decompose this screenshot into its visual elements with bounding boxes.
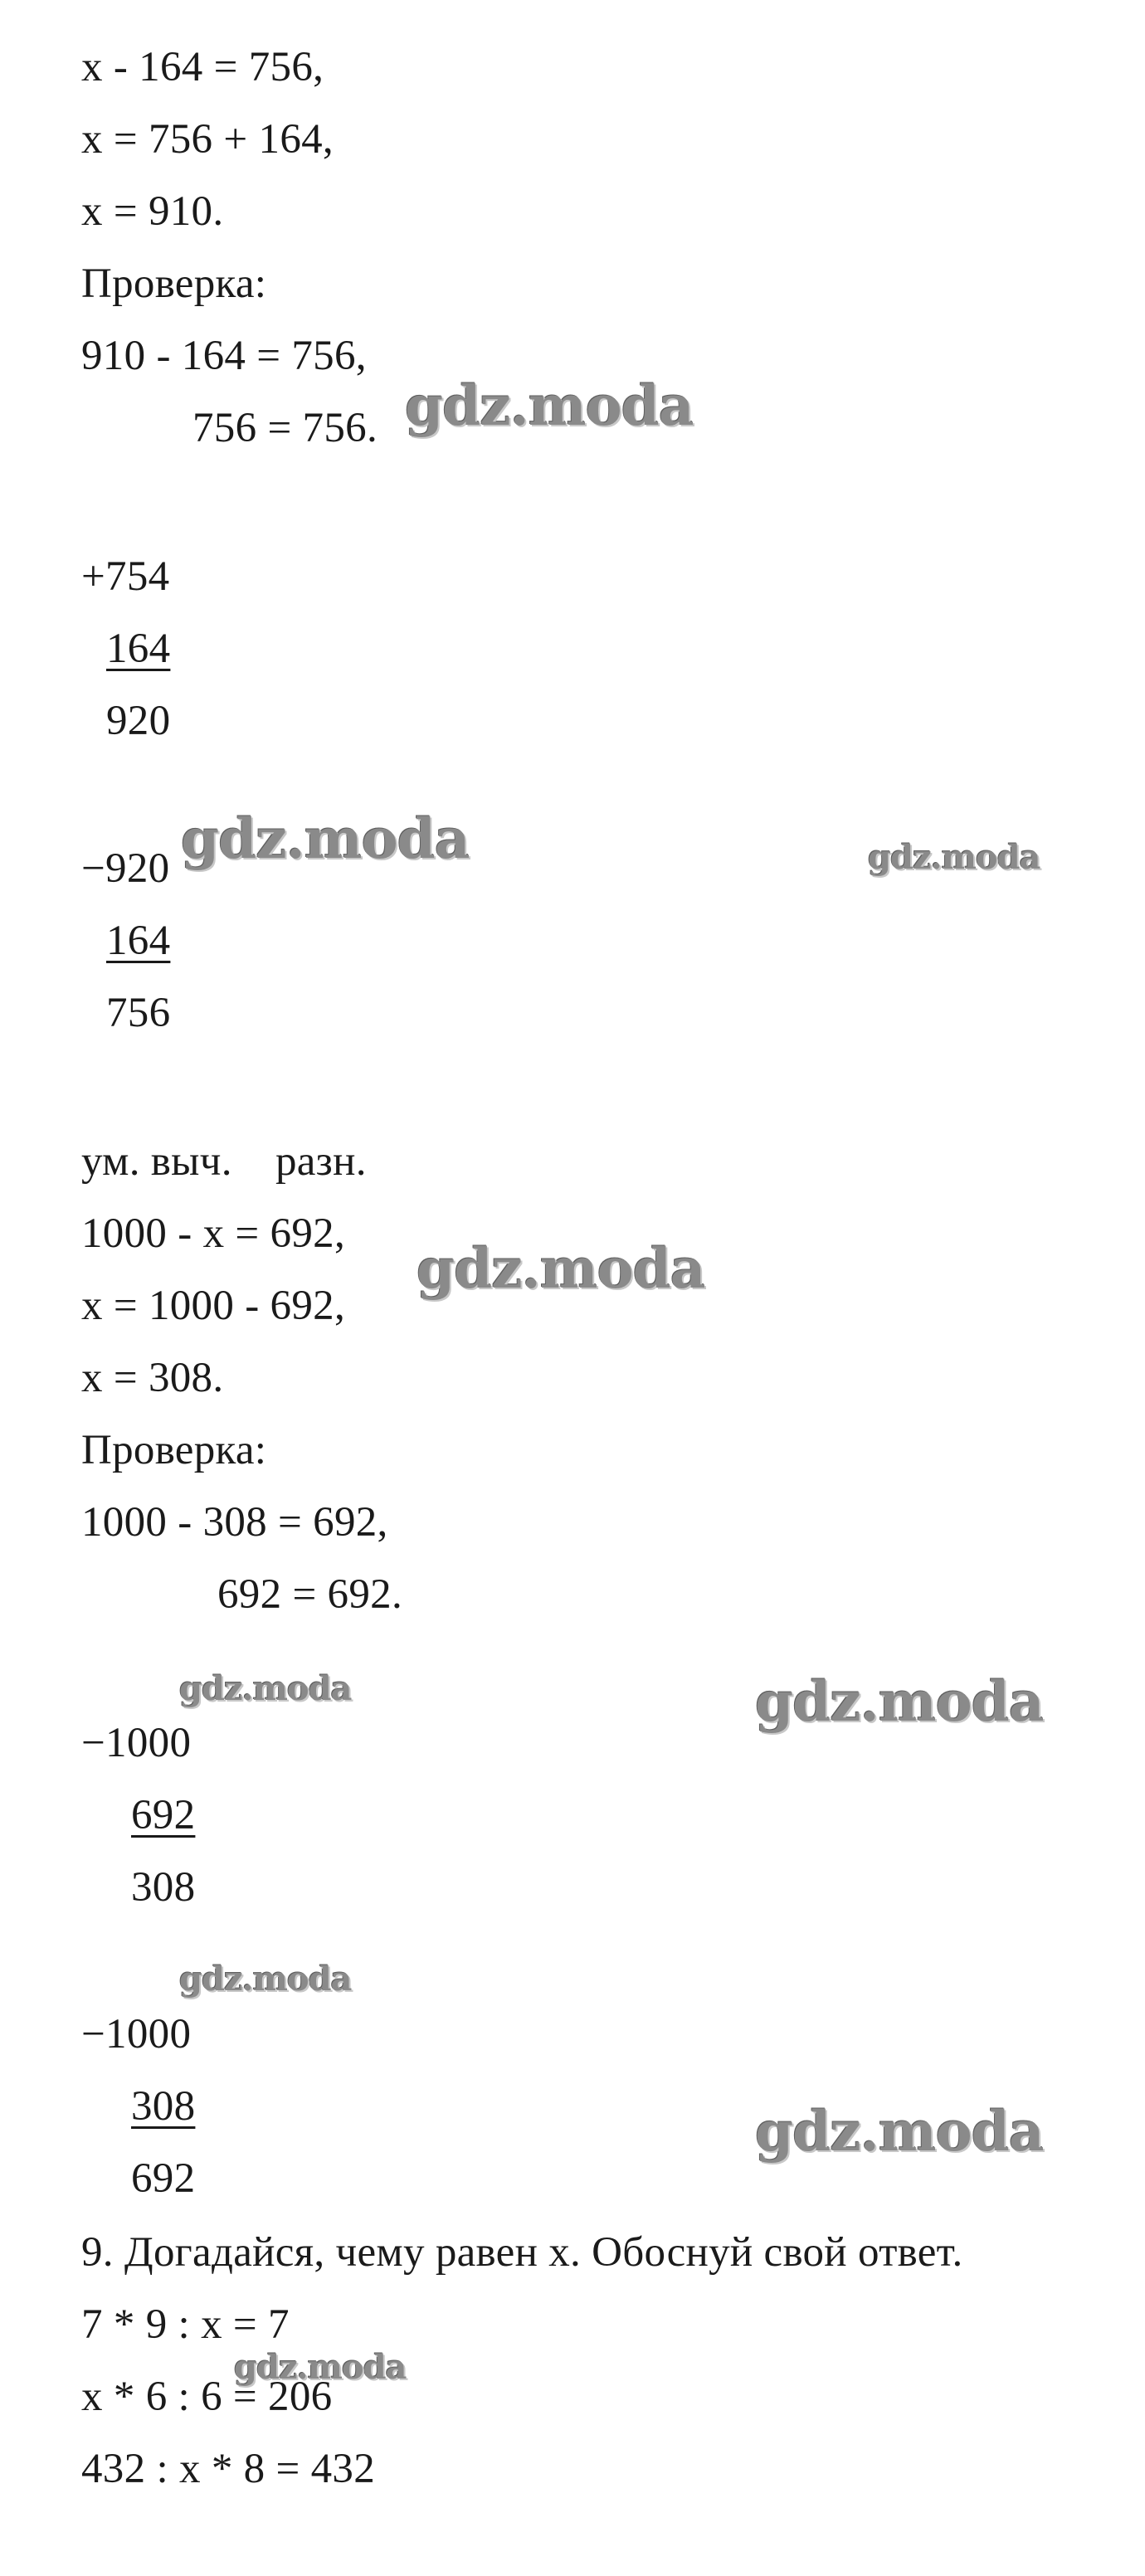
equation-line: x - 164 = 756,	[81, 44, 324, 90]
equation-line: x = 756 + 164,	[81, 116, 334, 163]
watermark: gdz.moda	[755, 1669, 1044, 1734]
column-subtrahend: 308	[131, 2083, 196, 2130]
watermark: gdz.moda	[868, 838, 1040, 877]
check-line: 910 - 164 = 756,	[81, 333, 367, 379]
column-top: −1000	[81, 2011, 192, 2057]
column-top: −1000	[81, 1720, 192, 1766]
column-top: +754	[81, 553, 170, 600]
watermark: gdz.moda	[405, 373, 694, 438]
equation-line: x * 6 : 6 = 206	[81, 2374, 333, 2420]
equation-line: x = 308.	[81, 1355, 224, 1401]
watermark: gdz.moda	[417, 1236, 705, 1301]
column-result: 920	[106, 698, 171, 744]
column-result: 756	[106, 990, 171, 1036]
component-labels: ум. выч. разн.	[81, 1138, 367, 1185]
equation-line: 7 * 9 : x = 7	[81, 2301, 290, 2348]
column-subtrahend: 164	[106, 626, 171, 672]
watermark: gdz.moda	[234, 2348, 407, 2387]
watermark: gdz.moda	[179, 1960, 352, 1999]
check-line: 1000 - 308 = 692,	[81, 1499, 388, 1546]
task-heading: 9. Догадайся, чему равен x. Обоснуй свой ответ.	[81, 2229, 963, 2276]
check-line: 692 = 692.	[217, 1571, 403, 1618]
watermark: gdz.moda	[179, 1669, 352, 1708]
column-result: 308	[131, 1864, 196, 1911]
equation-line: 432 : x * 8 = 432	[81, 2446, 376, 2492]
equation-line: 1000 - x = 692,	[81, 1210, 345, 1257]
check-label: Проверка:	[81, 1427, 267, 1473]
watermark: gdz.moda	[181, 806, 470, 871]
column-subtrahend: 692	[131, 1792, 196, 1838]
equation-line: x = 910.	[81, 188, 224, 235]
check-line: 756 = 756.	[192, 405, 378, 451]
column-subtrahend: 164	[106, 918, 171, 964]
column-top: −920	[81, 845, 170, 892]
watermark: gdz.moda	[755, 2099, 1044, 2164]
equation-line: x = 1000 - 692,	[81, 1283, 345, 1329]
check-label: Проверка:	[81, 261, 267, 307]
column-result: 692	[131, 2155, 196, 2202]
